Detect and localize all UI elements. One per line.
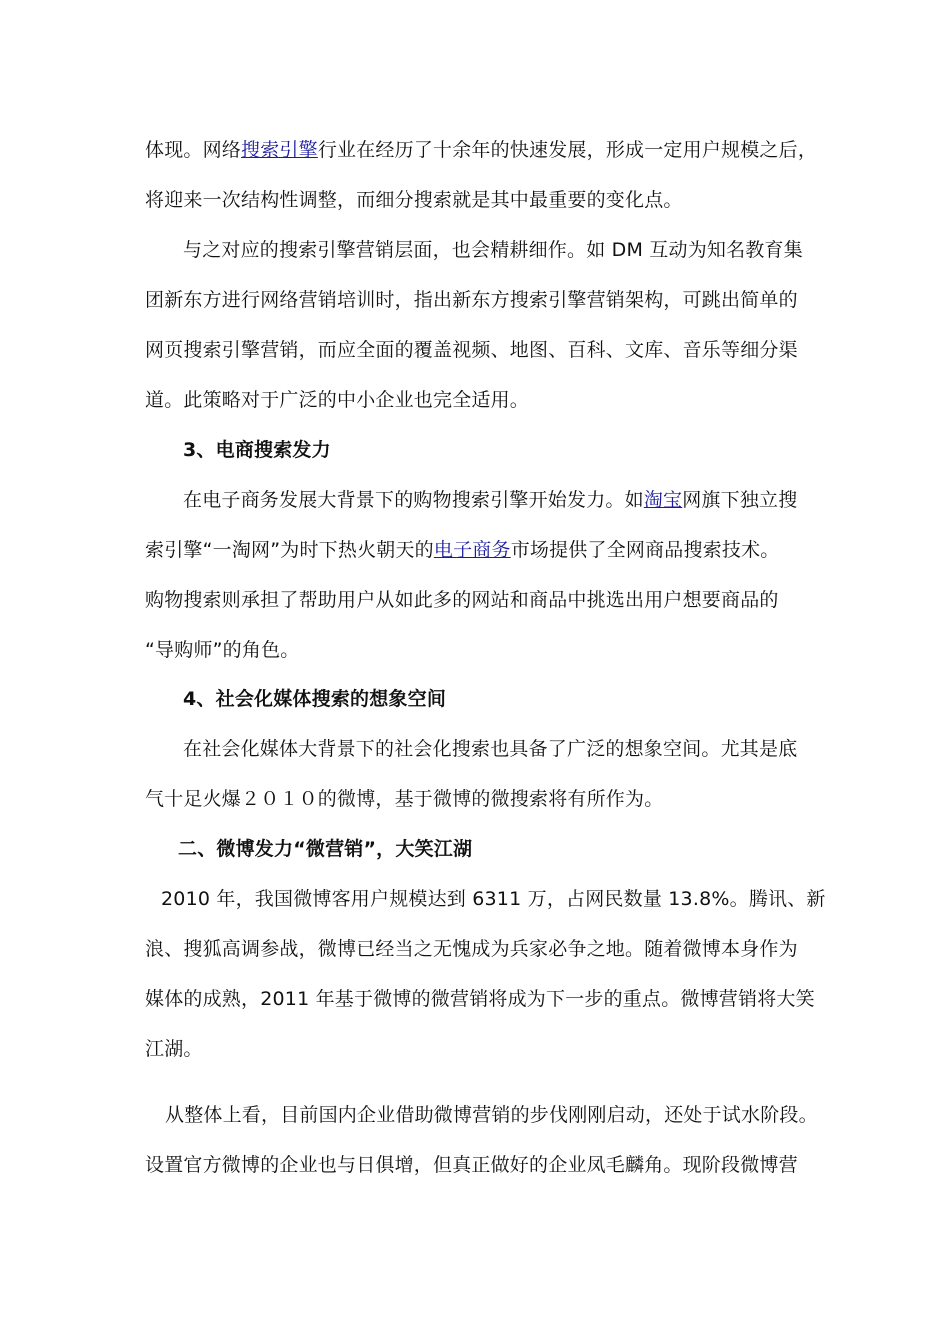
paragraph-line: 将迎来一次结构性调整，而细分搜索就是其中最重要的变化点。 xyxy=(145,189,683,211)
paragraph-line: 气十足火爆２０１０的微博，基于微博的微搜索将有所作为。 xyxy=(145,788,664,810)
paragraph-line: 2010 年，我国微博客用户规模达到 6311 万，占网民数量 13.8%。腾讯、新 xyxy=(161,888,826,910)
link-taobao[interactable]: 淘宝 xyxy=(643,489,683,511)
text-run: 索引擎“一淘网”为时下热火朝天的 xyxy=(145,539,434,561)
paragraph-line: “导购师”的角色。 xyxy=(145,639,300,661)
paragraph-line: 设置官方微博的企业也与日俱增，但真正做好的企业凤毛麟角。现阶段微博营 xyxy=(145,1154,798,1176)
paragraph-line: 团新东方进行网络营销培训时，指出新东方搜索引擎营销架构，可跳出简单的 xyxy=(145,289,798,311)
paragraph-line: 购物搜索则承担了帮助用户从如此多的网站和商品中挑选出用户想要商品的 xyxy=(145,589,779,611)
paragraph-line xyxy=(145,537,825,563)
paragraph-line xyxy=(183,487,863,513)
paragraph-line: 网页搜索引擎营销，而应全面的覆盖视频、地图、百科、文库、音乐等细分渠 xyxy=(145,339,798,361)
paragraph-line: 与之对应的搜索引擎营销层面，也会精耕细作。如 DM 互动为知名教育集 xyxy=(183,239,803,261)
text-run: 体现。网络 xyxy=(145,139,242,161)
section-heading: 3、电商搜索发力 xyxy=(183,439,331,461)
paragraph-line xyxy=(145,137,825,163)
paragraph-line: 在社会化媒体大背景下的社会化搜索也具备了广泛的想象空间。尤其是底 xyxy=(183,738,798,760)
section-heading: 4、社会化媒体搜索的想象空间 xyxy=(183,688,447,710)
paragraph-line: 浪、搜狐高调参战，微博已经当之无愧成为兵家必争之地。随着微博本身作为 xyxy=(145,938,798,960)
paragraph-line: 江湖。 xyxy=(145,1038,203,1060)
link-search-engine[interactable]: 搜索引擎 xyxy=(241,139,318,161)
link-ecommerce[interactable]: 电子商务 xyxy=(433,539,511,561)
text-run: 行业在经历了十余年的快速发展，形成一定用户规模之后， xyxy=(317,139,818,161)
text-run: 网旗下独立搜 xyxy=(682,489,798,511)
section-heading: 二、微博发力“微营销”，大笑江湖 xyxy=(178,838,473,860)
text-run: 市场提供了全网商品搜索技术。 xyxy=(510,539,780,561)
paragraph-line: 道。此策略对于广泛的中小企业也完全适用。 xyxy=(145,389,530,411)
text-run: 在电子商务发展大背景下的购物搜索引擎开始发力。如 xyxy=(183,489,644,511)
paragraph-line: 媒体的成熟，2011 年基于微博的微营销将成为下一步的重点。微博营销将大笑 xyxy=(145,988,815,1010)
paragraph-line: 从整体上看，目前国内企业借助微博营销的步伐刚刚启动，还处于试水阶段。 xyxy=(165,1104,818,1126)
